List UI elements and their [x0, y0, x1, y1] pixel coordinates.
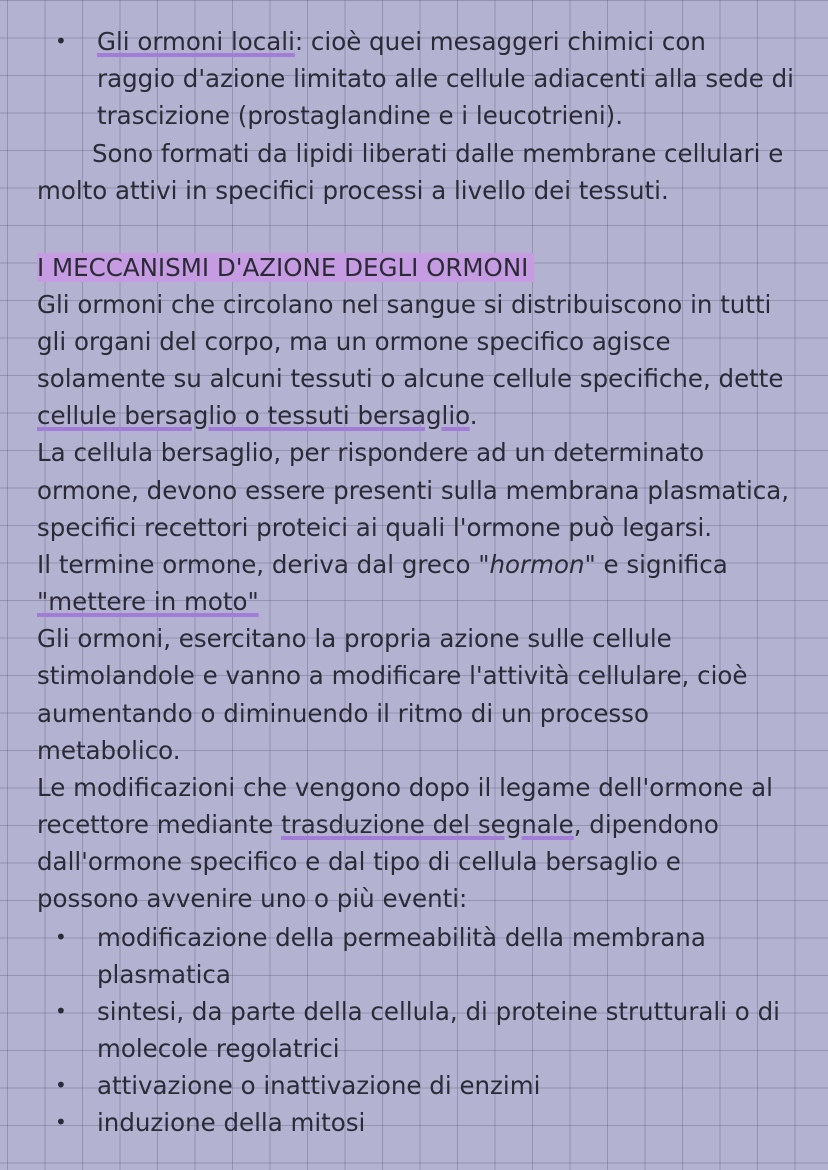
intro-item-line: raggio d'azione limitato alle cellule adiacenti alla sede di [97, 64, 794, 93]
underlined-term: Gli ormoni locali [97, 27, 295, 56]
paragraph-line: dall'ormone specifico e dal tipo di cellula bersaglio e [37, 847, 681, 876]
paragraph-line: La cellula bersaglio, per rispondere ad un determinato [37, 438, 705, 467]
text-span: . [469, 401, 478, 430]
list-item-continuation: molecole regolatrici [97, 1034, 340, 1063]
text-span: Il termine ormone, deriva dal greco " [37, 550, 490, 579]
underlined-term: cellule bersaglio o tessuti bersaglio [37, 401, 470, 430]
paragraph-line: ormone, devono essere presenti sulla membrana plasmatica, [37, 476, 790, 505]
text-span: : cioè quei mesaggeri chimici con [294, 27, 706, 56]
paragraph-line [37, 806, 808, 843]
paragraph-line: gli organi del corpo, ma un ormone specifico agisce [37, 327, 671, 356]
paragraph-line [37, 397, 808, 434]
list-item-continuation: plasmatica [97, 960, 231, 989]
paragraph-line: solamente su alcuni tessuti o alcune cellule specifiche, dette [37, 364, 784, 393]
paragraph-line: aumentando o diminuendo il ritmo di un processo [37, 699, 649, 728]
paragraph-line: stimolandole e vanno a modificare l'attività cellulare, cioè [37, 661, 748, 690]
bullet: • [55, 999, 67, 1023]
intro-paragraph-line: molto attivi in specifici processi a livello dei tessuti. [37, 176, 669, 205]
underlined-term: "mettere in moto" [37, 587, 259, 616]
list-item: attivazione o inattivazione di enzimi [97, 1071, 541, 1100]
italic-term: hormon [489, 550, 585, 579]
paragraph-line: Le modificazioni che vengono dopo il legame dell'ormone al [37, 773, 773, 802]
list-item: sintesi, da parte della cellula, di proteine strutturali o di [97, 997, 780, 1026]
highlighted-heading: I MECCANISMI D'AZIONE DEGLI ORMONI [37, 253, 534, 282]
intro-item-line [97, 23, 808, 60]
bullet: • [55, 29, 67, 53]
paragraph-line: Gli ormoni, esercitano la propria azione sulle cellule [37, 624, 672, 653]
paragraph-line [37, 583, 808, 620]
section-heading [37, 249, 808, 286]
list-item: induzione della mitosi [97, 1108, 366, 1137]
bullet: • [55, 925, 67, 949]
paragraph-line: specifici recettori proteici ai quali l'ormone può legarsi. [37, 513, 713, 542]
paragraph-line: metabolico. [37, 736, 181, 765]
text-span: , dipendono [573, 810, 719, 839]
paragraph-line [37, 546, 808, 583]
bullet: • [55, 1110, 67, 1134]
text-span: recettore mediante [37, 810, 282, 839]
bullet: • [55, 1073, 67, 1097]
underlined-term: trasduzione del segnale [281, 810, 574, 839]
text-span: " e significa [584, 550, 728, 579]
intro-paragraph-line: Sono formati da lipidi liberati dalle membrane cellulari e [92, 139, 784, 168]
list-item: modificazione della permeabilità della membrana [97, 923, 706, 952]
intro-item-line: trascizione (prostaglandine e i leucotrieni). [97, 101, 624, 130]
paragraph-line: possono avvenire uno o più eventi: [37, 884, 468, 913]
paragraph-line: Gli ormoni che circolano nel sangue si distribuiscono in tutti [37, 290, 772, 319]
